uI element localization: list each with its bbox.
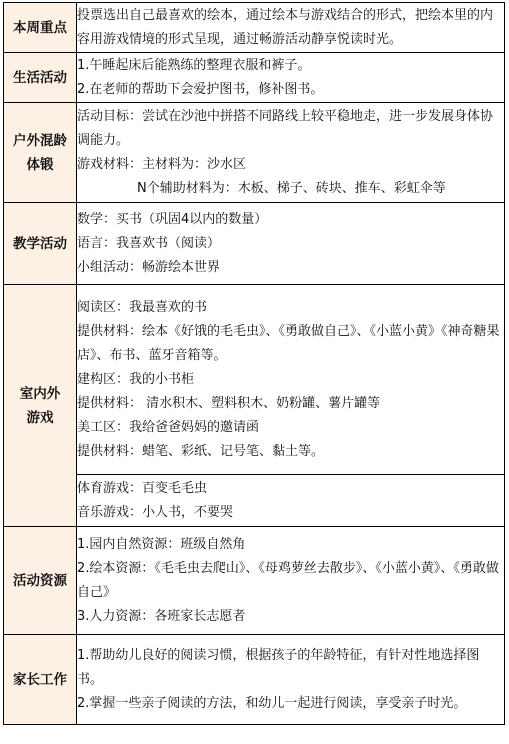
outdoor-label-line: 体锻 bbox=[26, 156, 54, 173]
label-outdoor-exercise bbox=[4, 103, 77, 203]
outdoor-aux-material: N个辅助材料为：木板、梯子、砖块、推车、彩虹伞等 bbox=[137, 180, 446, 196]
outdoor-goal: 活动目标：尝试在沙池中拼搭不同路线上较平稳地走，进一步发展身体协调能力。 bbox=[77, 108, 494, 148]
row-life-activities bbox=[4, 53, 505, 103]
resource-item: 2.绘本资源：《毛毛虫去爬山》、《母鸡萝丝去散步》、《小蓝小黄》、《勇敢做自己》 bbox=[77, 560, 499, 600]
content-parent-work bbox=[77, 635, 505, 725]
music-game: 音乐游戏：小人书，不要哭 bbox=[77, 504, 234, 520]
weekly-plan-table bbox=[3, 2, 505, 725]
resource-item: 1.园内自然资源：班级自然角 bbox=[77, 536, 246, 552]
life-item: 1.午睡起床后能熟练的整理衣服和裤子。 bbox=[77, 57, 311, 73]
parent-item: 2.掌握一些亲子阅读的方法，和幼儿一起进行阅读，享受亲子时光。 bbox=[77, 695, 467, 711]
indoor-label-line: 室内外 bbox=[19, 385, 61, 402]
building-area: 建构区：我的小书柜 bbox=[77, 371, 195, 387]
content-play-areas bbox=[77, 285, 505, 475]
label-teaching: 教学活动 bbox=[4, 203, 77, 285]
resource-item: 3.人力资源：各班家长志愿者 bbox=[77, 608, 246, 624]
label-weekly-focus: 本周重点 bbox=[4, 3, 77, 53]
sports-game: 体育游戏：百变毛毛虫 bbox=[77, 480, 208, 496]
teaching-item: 数学：买书（巩固4以内的数量） bbox=[77, 211, 268, 227]
building-materials: 提供材料： 清水积木、塑料积木、奶粉罐、薯片罐等 bbox=[77, 395, 381, 411]
label-activity-resources: 活动资源 bbox=[4, 527, 77, 635]
life-item: 2.在老师的帮助下会爱护图书，修补图书。 bbox=[77, 81, 324, 97]
content-activity-resources bbox=[77, 527, 505, 635]
outdoor-label-line: 户外混龄 bbox=[13, 132, 67, 149]
row-teaching bbox=[4, 203, 505, 285]
row-games bbox=[4, 475, 505, 527]
content-weekly-focus bbox=[77, 3, 505, 53]
reading-materials: 提供材料：绘本《好饿的毛毛虫》、《勇敢做自己》、《小蓝小黄》《神奇糖果店》、布书、蓝牙音箱等。 bbox=[77, 323, 500, 363]
teaching-item: 小组活动：畅游绘本世界 bbox=[77, 259, 221, 275]
art-area: 美工区：我给爸爸妈妈的邀请函 bbox=[77, 419, 260, 435]
content-life-activities bbox=[77, 53, 505, 103]
row-parent-work bbox=[4, 635, 505, 725]
row-indoor-outdoor-games bbox=[4, 285, 505, 475]
content-teaching bbox=[77, 203, 505, 285]
weekly-focus-text: 投票选出自己最喜欢的绘本，通过绘本与游戏结合的形式，把绘本里的内容用游戏情境的形式呈现，通过畅游活动静享悦读时光。 bbox=[77, 7, 494, 47]
label-life-activities: 生活活动 bbox=[4, 53, 77, 103]
content-outdoor-exercise bbox=[77, 103, 505, 203]
row-weekly-focus bbox=[4, 3, 505, 53]
reading-area: 阅读区：我最喜欢的书 bbox=[77, 299, 208, 315]
art-materials: 提供材料：蜡笔、彩纸、记号笔、黏土等。 bbox=[77, 443, 325, 459]
row-outdoor-exercise bbox=[4, 103, 505, 203]
content-games bbox=[77, 475, 505, 527]
label-parent-work: 家长工作 bbox=[4, 635, 77, 725]
label-indoor-outdoor-games bbox=[4, 285, 77, 527]
outdoor-main-material: 游戏材料：主材料为：沙水区 bbox=[77, 156, 247, 172]
row-activity-resources bbox=[4, 527, 505, 635]
parent-item: 1.帮助幼儿良好的阅读习惯，根据孩子的年龄特征，有针对性地选择图书。 bbox=[77, 647, 480, 687]
indoor-label-line: 游戏 bbox=[26, 409, 54, 426]
teaching-item: 语言：我喜欢书（阅读） bbox=[77, 235, 221, 251]
